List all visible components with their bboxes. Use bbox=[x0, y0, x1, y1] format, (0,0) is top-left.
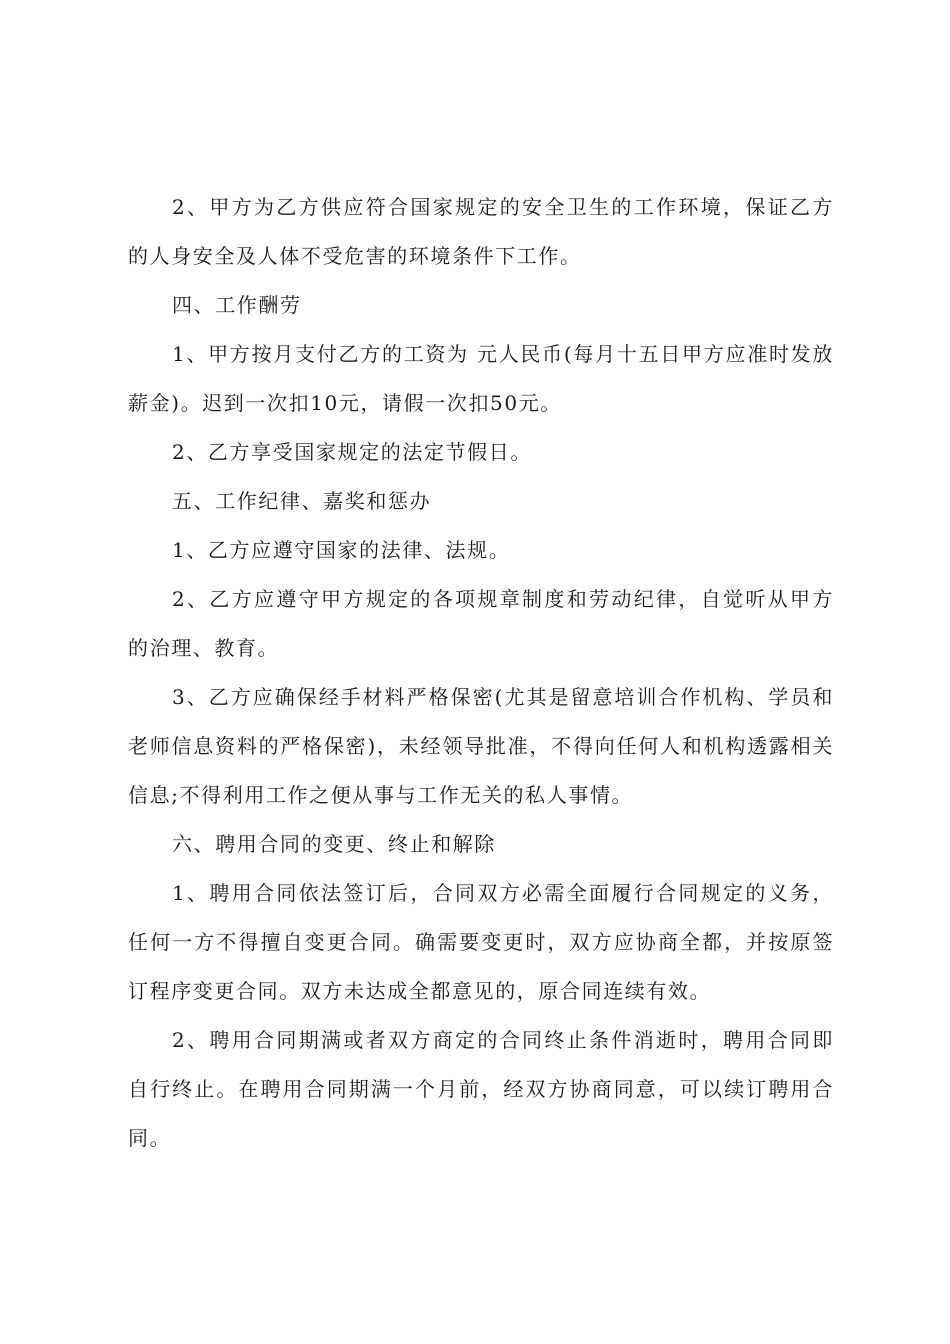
paragraph-contract-termination: 2、聘用合同期满或者双方商定的合同终止条件消逝时，聘用合同即自行终止。在聘用合同期满一个月前，经双方协商同意，可以续订聘用合同。 bbox=[128, 1028, 834, 1150]
section-heading-contract-changes: 六、聘用合同的变更、终止和解除 bbox=[172, 832, 496, 856]
paragraph-contract-modification: 1、聘用合同依法签订后，合同双方必需全面履行合同规定的义务，任何一方不得擅自变更合同。确需要变更时，双方应协商全都，并按原签订程序变更合同。双方未达成全都意见的，原合同连续有效。 bbox=[128, 881, 834, 1003]
paragraph-confidentiality: 3、乙方应确保经手材料严格保密(尤其是留意培训合作机构、学员和老师信息资料的严格保密)，未经领导批准，不得向任何人和机构透露相关信息;不得利用工作之便从事与工作无关的私人事情。 bbox=[128, 685, 834, 807]
paragraph-holidays: 2、乙方享受国家规定的法定节假日。 bbox=[172, 440, 532, 464]
paragraph-obey-law: 1、乙方应遵守国家的法律、法规。 bbox=[172, 538, 511, 562]
document-body bbox=[128, 183, 834, 1163]
paragraph-salary: 1、甲方按月支付乙方的工资为 元人民币(每月十五日甲方应准时发放薪金)。迟到一次扣10元，请假一次扣50元。 bbox=[128, 342, 834, 415]
paragraph-safety-environment: 2、甲方为乙方供应符合国家规定的安全卫生的工作环境，保证乙方的人身安全及人体不受危害的环境条件下工作。 bbox=[128, 195, 834, 268]
paragraph-obey-rules: 2、乙方应遵守甲方规定的各项规章制度和劳动纪律，自觉听从甲方的治理、教育。 bbox=[128, 587, 834, 660]
section-heading-discipline: 五、工作纪律、嘉奖和惩办 bbox=[172, 489, 432, 513]
section-heading-remuneration: 四、工作酬劳 bbox=[172, 293, 302, 317]
